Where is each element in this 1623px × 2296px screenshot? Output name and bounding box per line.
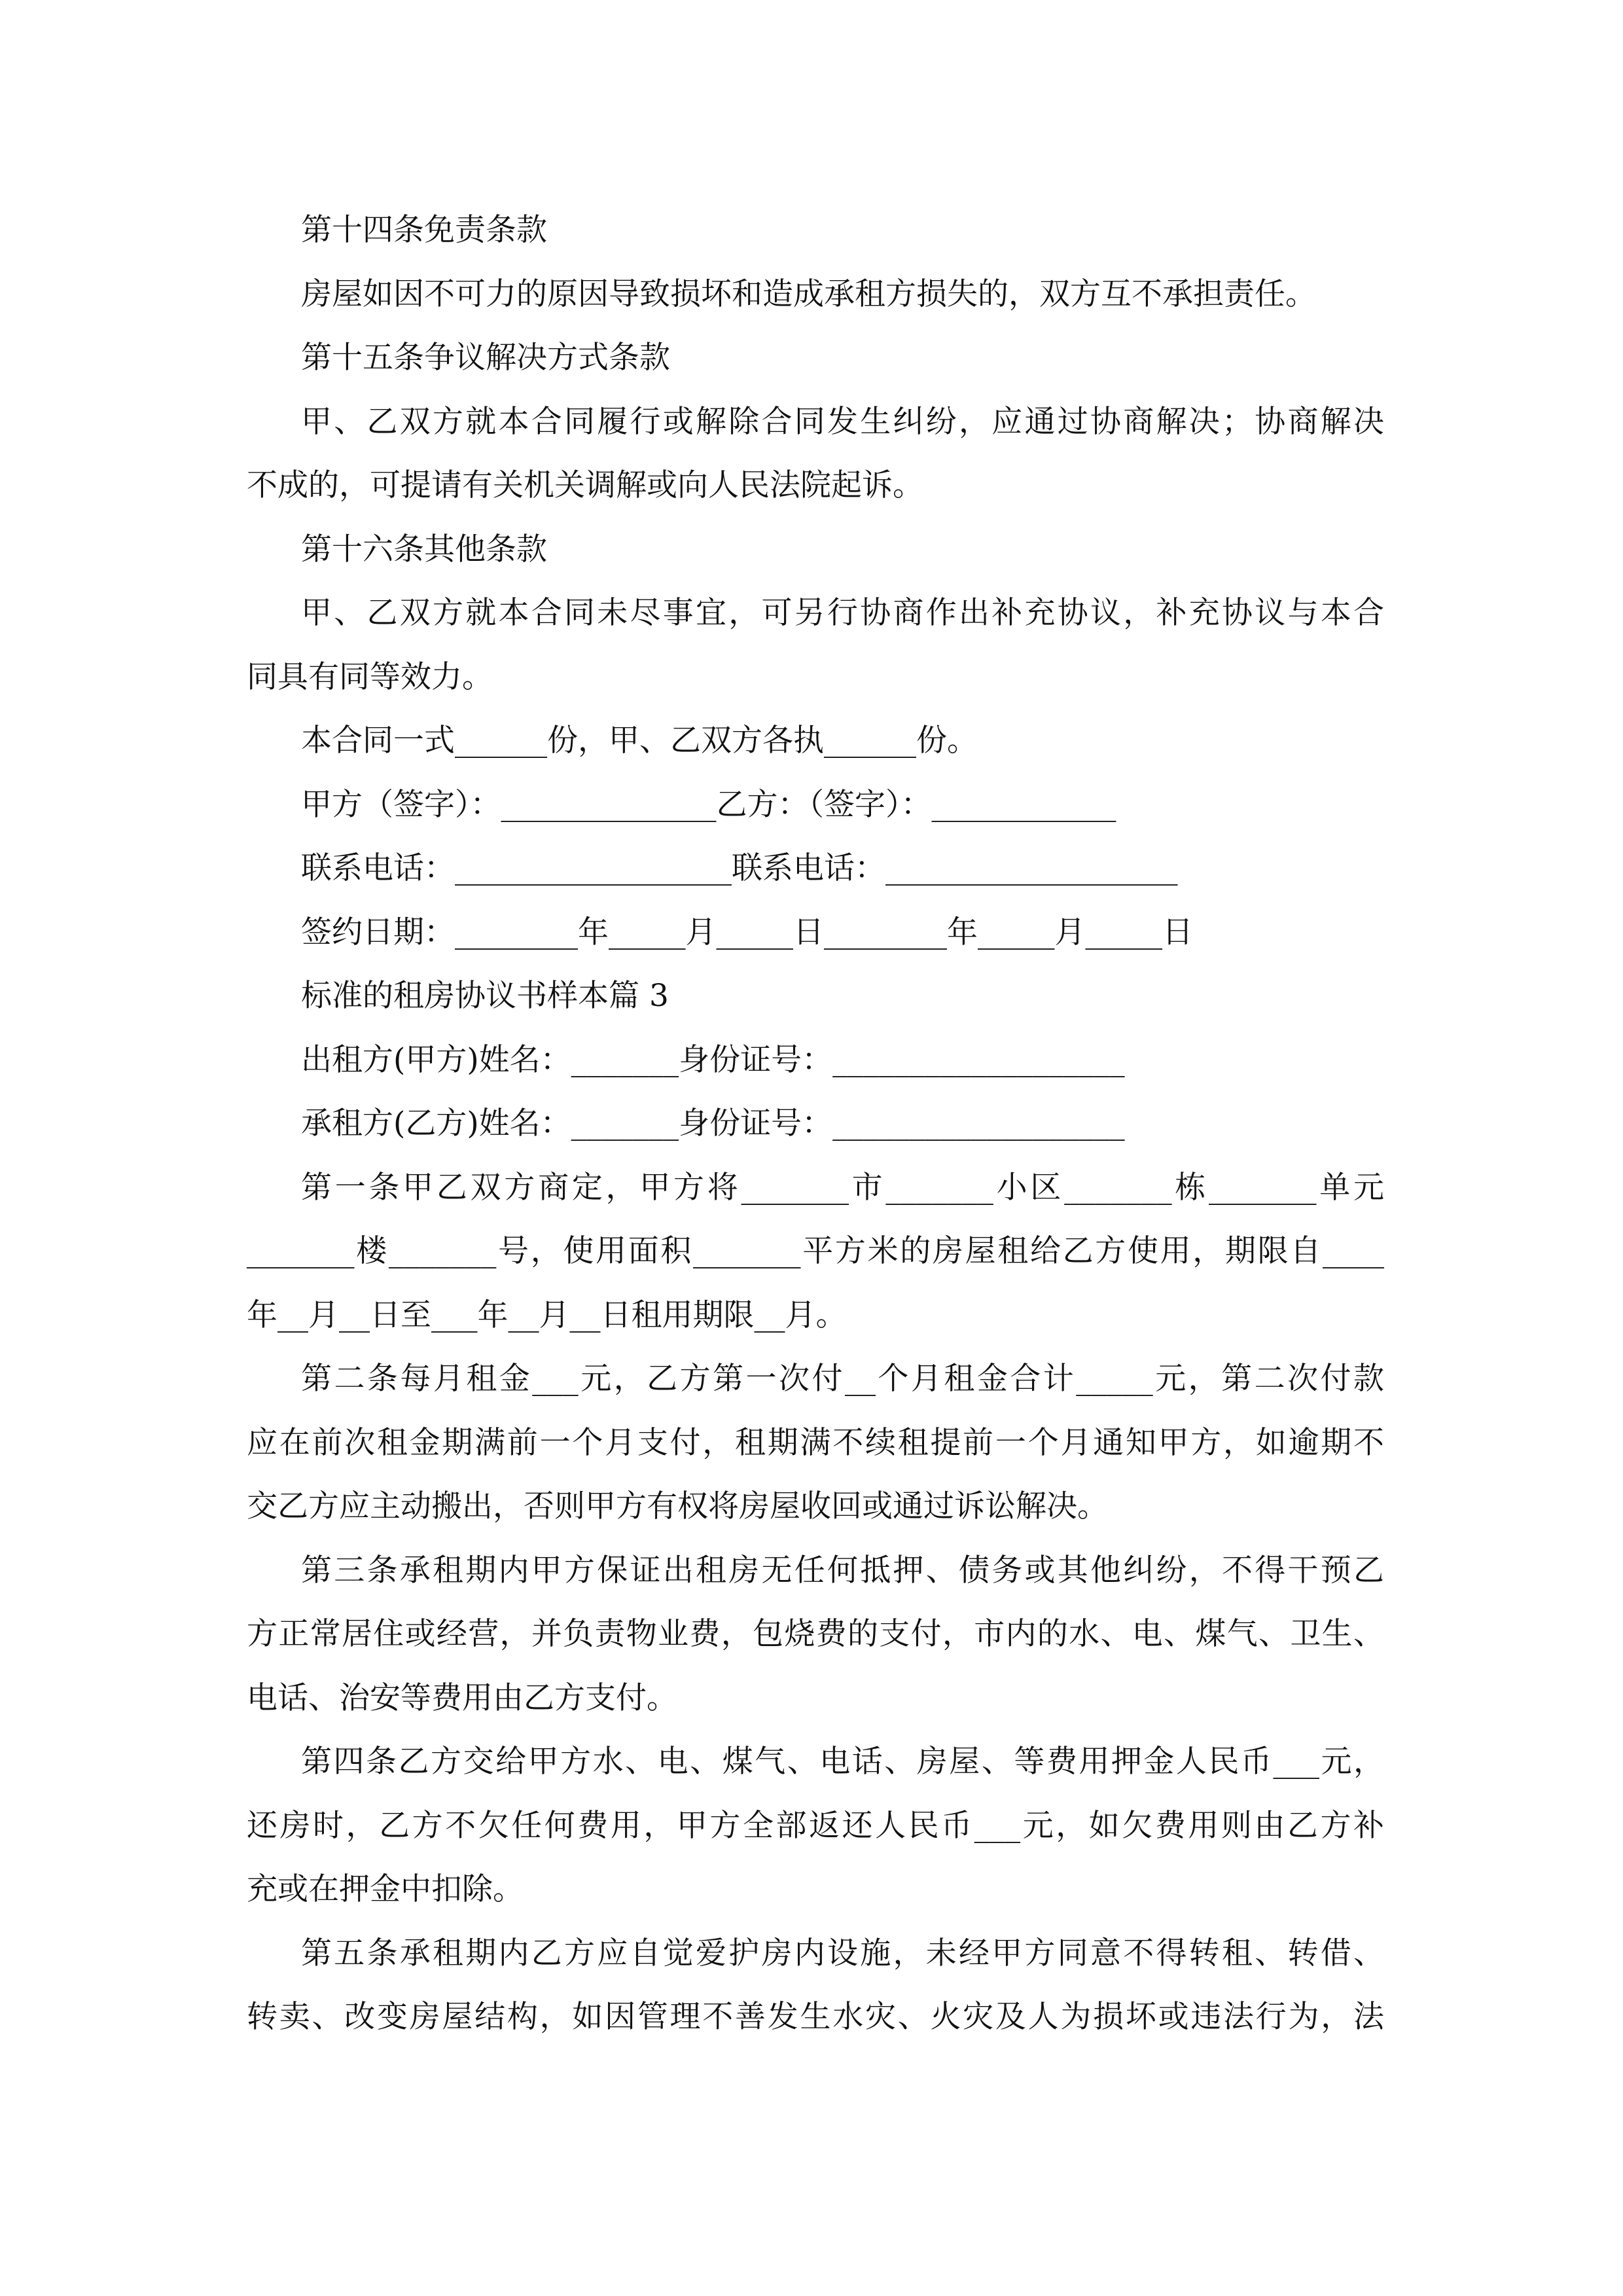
clause-16-body-line-2: 同具有同等效力。 — [247, 659, 493, 695]
clause-15-body-line-2: 不成的，可提请有关机关调解或向人民法院起诉。 — [247, 467, 923, 503]
article-1-line-1: 第一条甲乙双方商定，甲方将_______市_______小区_______栋_______单元 — [301, 1170, 1384, 1206]
sign-date-line: 签约日期：________年_____月_____日________年_____月_____日 — [301, 914, 1193, 950]
clause-16-heading: 第十六条其他条款 — [301, 531, 547, 567]
clause-15-body-line-1: 甲、乙双方就本合同履行或解除合同发生纠纷，应通过协商解决；协商解决 — [301, 404, 1384, 440]
article-4-line-3: 充或在押金中扣除。 — [247, 1871, 524, 1907]
article-3-line-2: 方正常居住或经营，并负责物业费，包烧费的支付，市内的水、电、煤气、卫生、 — [247, 1616, 1384, 1652]
article-2-line-3: 交乙方应主动搬出，否则甲方有权将房屋收回或通过诉讼解决。 — [247, 1488, 1108, 1524]
article-5-line-1: 第五条承租期内乙方应自觉爱护房内设施，未经甲方同意不得转租、转借、 — [301, 1935, 1384, 1971]
article-1-line-3: 年__月__日至___年__月__日租用期限__月。 — [247, 1297, 847, 1333]
article-1-line-2: _______楼_______号，使用面积_______平方米的房屋租给乙方使用，期限自____ — [247, 1233, 1384, 1269]
article-5-line-2: 转卖、改变房屋结构，如因管理不善发生水灾、火灾及人为损坏或违法行为，法 — [247, 1999, 1384, 2035]
section-title: 标准的租房协议书样本篇 3 — [301, 978, 669, 1014]
clause-15-heading: 第十五条争议解决方式条款 — [301, 340, 670, 376]
phone-line: 联系电话：__________________联系电话：___________________ — [301, 850, 1178, 886]
article-3-line-1: 第三条承租期内甲方保证出租房无任何抵押、债务或其他纠纷，不得干预乙 — [301, 1552, 1384, 1588]
article-2-line-2: 应在前次租金期满前一个月支付，租期满不续租提前一个月通知甲方，如逾期不 — [247, 1425, 1384, 1461]
copies-line: 本合同一式______份，甲、乙双方各执______份。 — [301, 723, 978, 759]
lessor-info-line: 出租方(甲方)姓名：_______身份证号：___________________ — [301, 1042, 1125, 1078]
article-2-line-1: 第二条每月租金___元，乙方第一次付__个月租金合计_____元，第二次付款 — [301, 1361, 1384, 1397]
article-4-line-1: 第四条乙方交给甲方水、电、煤气、电话、房屋、等费用押金人民币___元， — [301, 1744, 1384, 1780]
article-3-line-3: 电话、治安等费用由乙方支付。 — [247, 1680, 677, 1716]
signature-line: 甲方（签字）：______________乙方：（签字）：____________ — [301, 787, 1116, 823]
lessee-info-line: 承租方(乙方)姓名：_______身份证号：___________________ — [301, 1105, 1125, 1141]
clause-14-body: 房屋如因不可力的原因导致损坏和造成承租方损失的，双方互不承担责任。 — [301, 276, 1316, 312]
clause-16-body-line-1: 甲、乙双方就本合同未尽事宜，可另行协商作出补充协议，补充协议与本合 — [301, 595, 1384, 631]
clause-14-heading: 第十四条免责条款 — [301, 212, 547, 248]
article-4-line-2: 还房时，乙方不欠任何费用，甲方全部返还人民币___元，如欠费用则由乙方补 — [247, 1808, 1384, 1844]
